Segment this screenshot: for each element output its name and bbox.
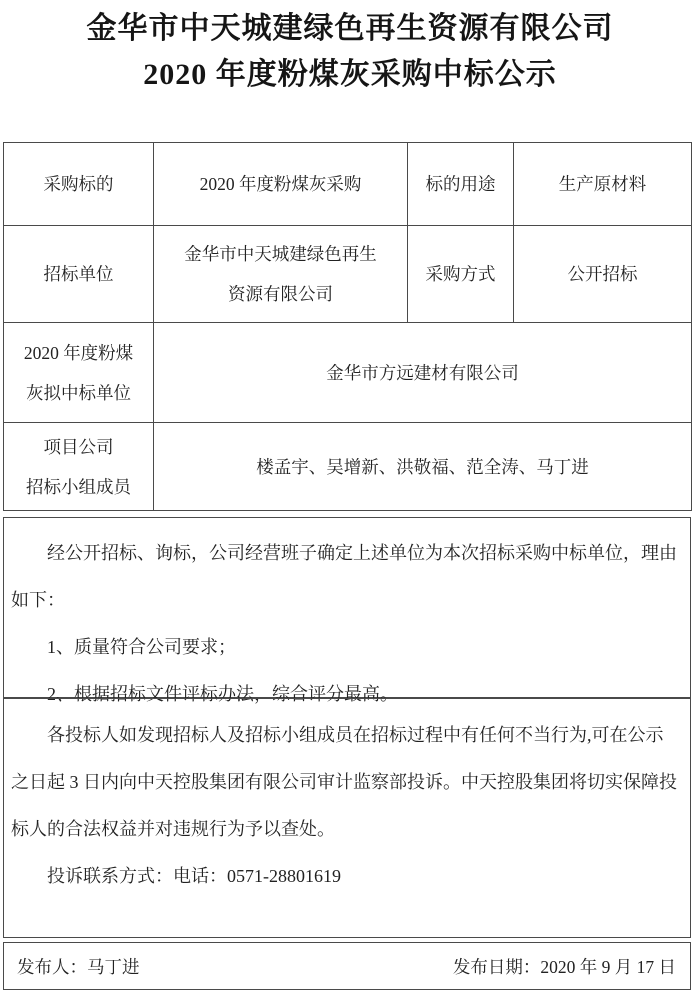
table-row-tendering-unit bbox=[4, 226, 692, 323]
label-procurement-method: 采购方式 bbox=[408, 226, 514, 323]
label-bid-team bbox=[4, 423, 154, 511]
value-subject-purpose: 生产原材料 bbox=[514, 143, 692, 226]
complaint-line3: 标人的合法权益并对违规行为予以查处。 bbox=[11, 819, 335, 839]
label-procurement-subject: 采购标的 bbox=[4, 143, 154, 226]
complaint-contact-phone: 投诉联系方式：电话：0571-28801619 bbox=[47, 866, 341, 886]
value-tendering-unit-line1: 金华市中天城建绿色再生 bbox=[184, 244, 377, 264]
label-winning-bidder bbox=[4, 323, 154, 423]
value-procurement-method: 公开招标 bbox=[514, 226, 692, 323]
complaint-section bbox=[3, 698, 691, 938]
value-procurement-subject: 2020 年度粉煤灰采购 bbox=[154, 143, 408, 226]
decision-intro-line2: 如下： bbox=[11, 590, 65, 610]
decision-section bbox=[3, 517, 691, 704]
complaint-line1: 各投标人如发现招标人及招标小组成员在招标过程中有任何不当行为,可在公示 bbox=[47, 725, 664, 745]
value-winning-bidder: 金华市方远建材有限公司 bbox=[154, 323, 692, 423]
document-title-line2: 2020 年度粉煤灰采购中标公示 bbox=[143, 58, 557, 91]
complaint-line2: 之日起 3 日内向中天控股集团有限公司审计监察部投诉。中天控股集团将切实保障投 bbox=[11, 772, 677, 792]
publisher-name: 发布人：马丁进 bbox=[17, 956, 140, 977]
decision-reason-1: 1、质量符合公司要求； bbox=[47, 637, 236, 657]
bid-info-table bbox=[3, 142, 692, 511]
table-row-winning-bidder bbox=[4, 323, 692, 423]
table-row-procurement-subject bbox=[4, 143, 692, 226]
value-tendering-unit bbox=[154, 226, 408, 323]
footer-row bbox=[3, 942, 691, 990]
label-tendering-unit: 招标单位 bbox=[4, 226, 154, 323]
label-subject-purpose: 标的用途 bbox=[408, 143, 514, 226]
table-row-bid-team bbox=[4, 423, 692, 511]
value-tendering-unit-line2: 资源有限公司 bbox=[228, 284, 333, 304]
publish-date: 发布日期：2020 年 9 月 17 日 bbox=[452, 956, 676, 977]
document-title bbox=[0, 6, 700, 98]
decision-intro-line1: 经公开招标、询标，公司经营班子确定上述单位为本次招标采购中标单位，理由 bbox=[47, 543, 677, 563]
document-title-line1: 金华市中天城建绿色再生资源有限公司 bbox=[86, 12, 614, 45]
decision-reason-2: 2、根据招标文件评标办法，综合评分最高。 bbox=[47, 684, 398, 704]
label-winning-bidder-line2: 灰拟中标单位 bbox=[26, 382, 131, 403]
label-bid-team-line2: 招标小组成员 bbox=[26, 476, 131, 497]
label-bid-team-line1: 项目公司 bbox=[43, 436, 114, 457]
label-winning-bidder-line1: 2020 年度粉煤 bbox=[23, 342, 134, 363]
value-bid-team-members: 楼孟宇、吴增新、洪敬福、范全涛、马丁进 bbox=[154, 423, 692, 511]
